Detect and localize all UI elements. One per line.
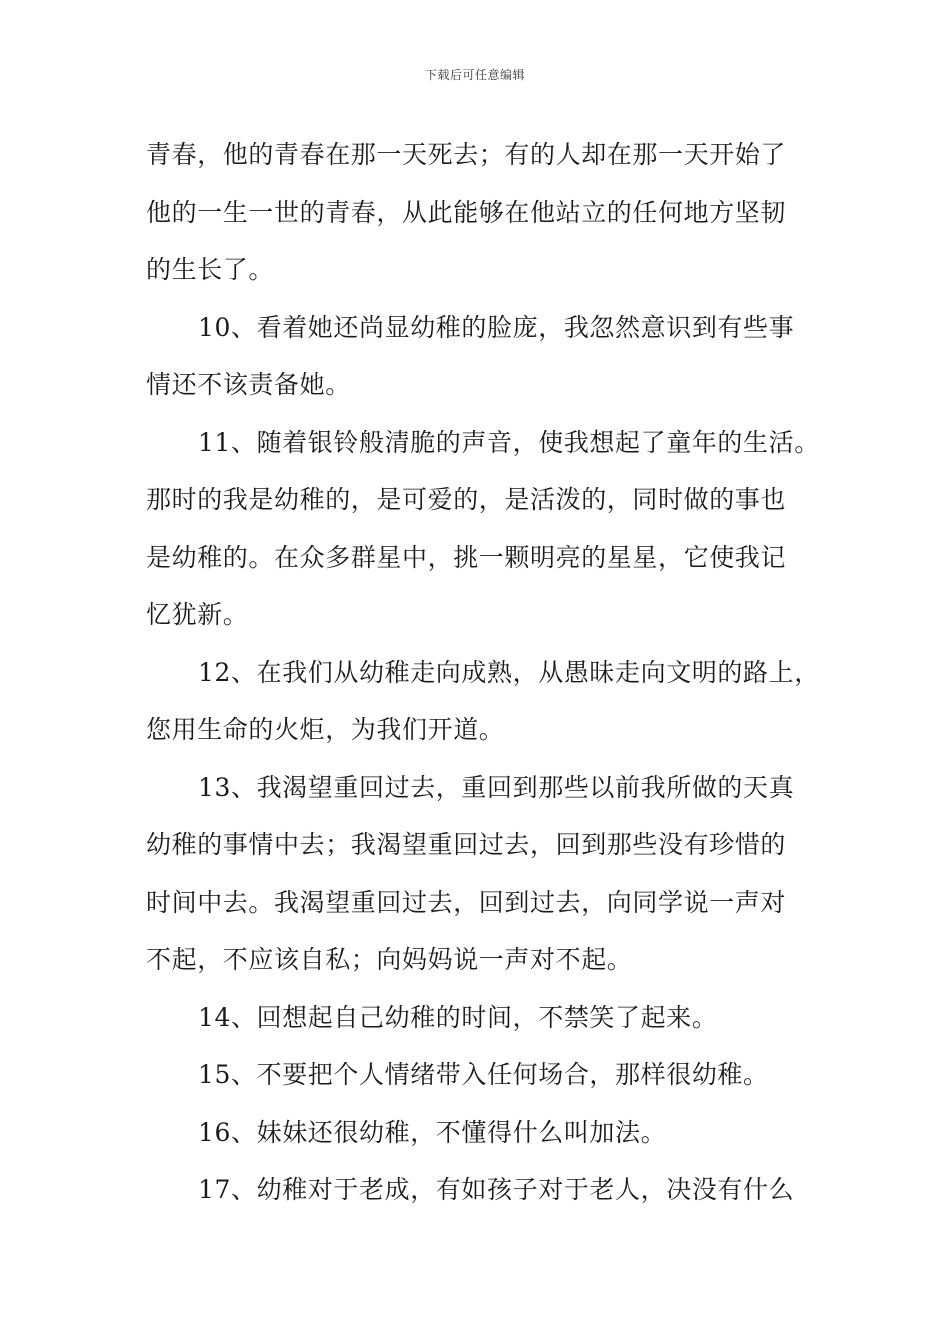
paragraph-start-17: 17、幼稚对于老成，有如孩子对于老人，决没有什么 — [198, 1175, 795, 1204]
paragraph-start-10: 10、看着她还尚显幼稚的脸庞，我忽然意识到有些事 — [198, 312, 795, 342]
text-line: 那时的我是幼稚的，是可爱的，是活泼的，同时做的事也 — [146, 485, 787, 514]
paragraph-start-14: 14、回想起自己幼稚的时间，不禁笑了起来。 — [198, 1002, 718, 1032]
paragraph-start-13: 13、我渴望重回过去，重回到那些以前我所做的天真 — [198, 772, 795, 802]
text-line: 时间中去。我渴望重回过去，回到过去，向同学说一声对 — [146, 887, 787, 917]
page-header: 下载后可任意编辑 — [424, 68, 525, 82]
document-body — [146, 126, 826, 1219]
text-line: 的生长了。 — [146, 255, 275, 284]
paragraph-start-11: 11、随着银铃般清脆的声音，使我想起了童年的生活。 — [198, 427, 820, 457]
text-line: 您用生命的火炬，为我们开道。 — [146, 715, 505, 744]
text-line: 是幼稚的。在众多群星中，挑一颗明亮的星星，它使我记 — [146, 542, 787, 572]
text-line: 情还不该责备她。 — [146, 370, 351, 399]
paragraph-start-15: 15、不要把个人情绪带入任何场合，那样很幼稚。 — [198, 1060, 769, 1089]
text-line: 青春，他的青春在那一天死去；有的人却在那一天开始了 — [146, 140, 787, 169]
paragraph-start-12: 12、在我们从幼稚走向成熟，从愚昧走向文明的路上， — [198, 657, 820, 687]
text-line: 幼稚的事情中去；我渴望重回过去，回到那些没有珍惜的 — [146, 830, 787, 859]
paragraph-start-16: 16、妹妹还很幼稚，不懂得什么叫加法。 — [198, 1117, 667, 1147]
text-line: 忆犹新。 — [146, 600, 249, 629]
text-line: 他的一生一世的青春，从此能够在他站立的任何地方坚韧 — [146, 197, 787, 227]
text-line: 不起，不应该自私；向妈妈说一声对不起。 — [146, 945, 633, 974]
